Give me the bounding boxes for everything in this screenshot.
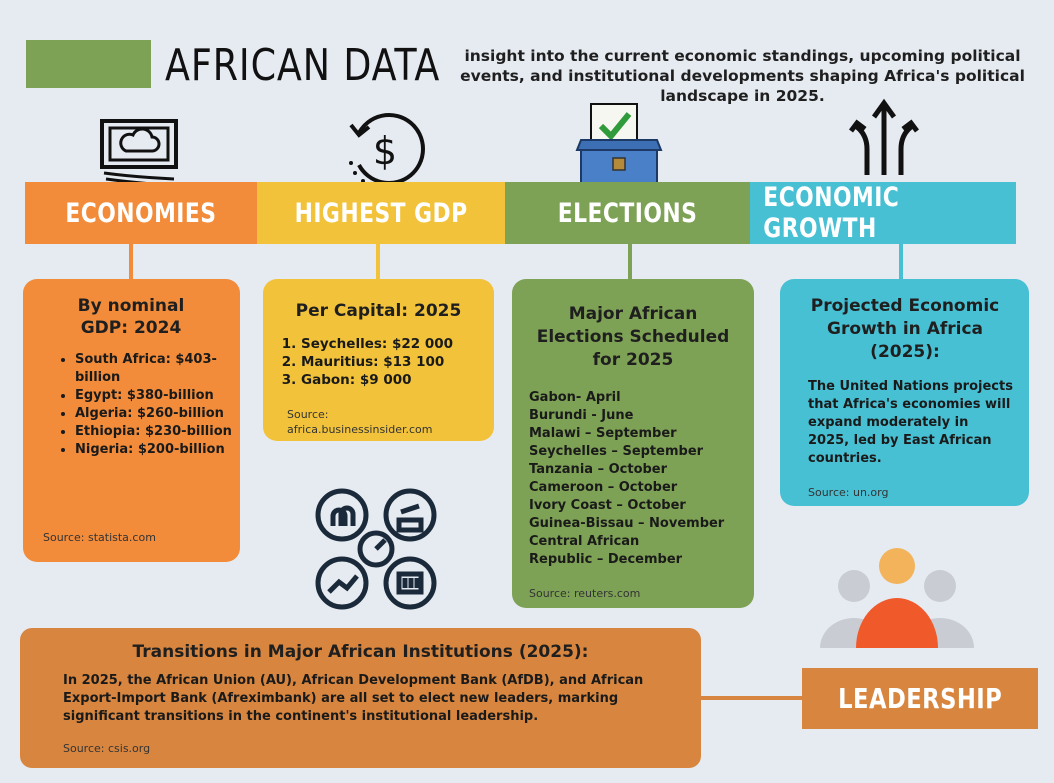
band-highest-gdp — [257, 182, 505, 244]
band-leadership-label: LEADERSHIP — [837, 682, 1003, 715]
money-cloud-icon — [98, 117, 182, 191]
band-leadership — [802, 668, 1038, 729]
institutions-body: In 2025, the African Union (AU), African Development Bank (AfDB), and African Export-Import Bank (Afreximbank) are all set to elect new leaders, marking significant transitions in the continent's institutional leadership. — [63, 673, 644, 724]
list-item: Guinea-Bissau – November — [529, 516, 725, 531]
growth-card-title: Projected Economic Growth in Africa (2025): — [810, 296, 1000, 362]
intro-text: insight into the current economic standings, upcoming political events, and institutional developments shaping Africa's political landscape in 2025. — [460, 47, 1025, 105]
gdp-source-label: Source: — [287, 408, 329, 421]
economies-source: Source: statista.com — [43, 531, 156, 544]
list-item: 3. Gabon: $9 000 — [301, 371, 453, 389]
list-item: • South Africa: $403-billion — [75, 351, 255, 387]
list-item: • Ethiopia: $230-billion — [75, 423, 255, 441]
connector-growth — [899, 244, 903, 280]
band-elections — [505, 182, 750, 244]
institutions-card — [20, 628, 701, 768]
band-elections-label: ELECTIONS — [557, 197, 698, 229]
economies-list — [53, 351, 255, 459]
list-item: Seychelles – September — [529, 444, 704, 459]
list-item: Central African — [529, 534, 640, 549]
economy-dashboard-icon — [315, 488, 437, 610]
band-economies-label: ECONOMIES — [65, 197, 217, 229]
connector-elections — [628, 244, 632, 280]
institutions-source: Source: csis.org — [63, 742, 151, 755]
elections-source: Source: reuters.com — [529, 587, 641, 600]
svg-text:$: $ — [372, 129, 398, 173]
growth-card — [780, 279, 1029, 506]
gdp-source — [287, 407, 433, 437]
economies-card-title: By nominal GDP: 2024 — [77, 296, 185, 338]
page-title: AFRICAN DATA — [165, 40, 441, 91]
band-economic-growth-label: ECONOMIC GROWTH — [763, 182, 900, 244]
title-accent-block — [26, 40, 151, 88]
band-economic-growth — [750, 182, 1016, 244]
connector-gdp — [376, 244, 380, 280]
list-item: Ivory Coast – October — [529, 498, 686, 513]
gdp-card — [263, 279, 494, 441]
upward-arrows-icon — [847, 97, 921, 177]
list-item: • Nigeria: $200-billion — [75, 441, 255, 459]
band-economies — [25, 182, 257, 244]
list-item: Burundi - June — [529, 408, 634, 423]
elections-card-title: Major African Elections Scheduled for 2025 — [536, 304, 730, 370]
list-item: • Egypt: $380-billion — [75, 387, 255, 405]
dollar-cycle-icon — [343, 107, 427, 191]
connector-economies — [129, 244, 133, 280]
connector-leadership — [700, 696, 802, 700]
list-item: 2. Mauritius: $13 100 — [301, 353, 453, 371]
growth-source: Source: un.org — [808, 486, 889, 499]
list-item: Cameroon – October — [529, 480, 678, 495]
ballot-box-icon — [573, 100, 665, 192]
growth-body: The United Nations projects that Africa's economies will expand moderately in 2025, led by East African countries. — [808, 379, 1013, 466]
team-people-icon — [816, 546, 978, 650]
elections-list — [529, 389, 724, 569]
band-highest-gdp-label: HIGHEST GDP — [294, 197, 468, 229]
gdp-list — [267, 335, 453, 389]
list-item: Republic – December — [529, 552, 683, 567]
list-item: 1. Seychelles: $22 000 — [301, 335, 453, 353]
list-item: Gabon- April — [529, 390, 621, 405]
institutions-card-title: Transitions in Major African Institutions (2025): — [132, 642, 589, 662]
gdp-card-title: Per Capital: 2025 — [295, 301, 462, 321]
economies-card — [23, 279, 240, 562]
elections-card — [512, 279, 754, 608]
list-item: • Algeria: $260-billion — [75, 405, 255, 423]
gdp-source-site: africa.businessinsider.com — [287, 423, 433, 436]
list-item: Malawi – September — [529, 426, 677, 441]
list-item: Tanzania – October — [529, 462, 668, 477]
